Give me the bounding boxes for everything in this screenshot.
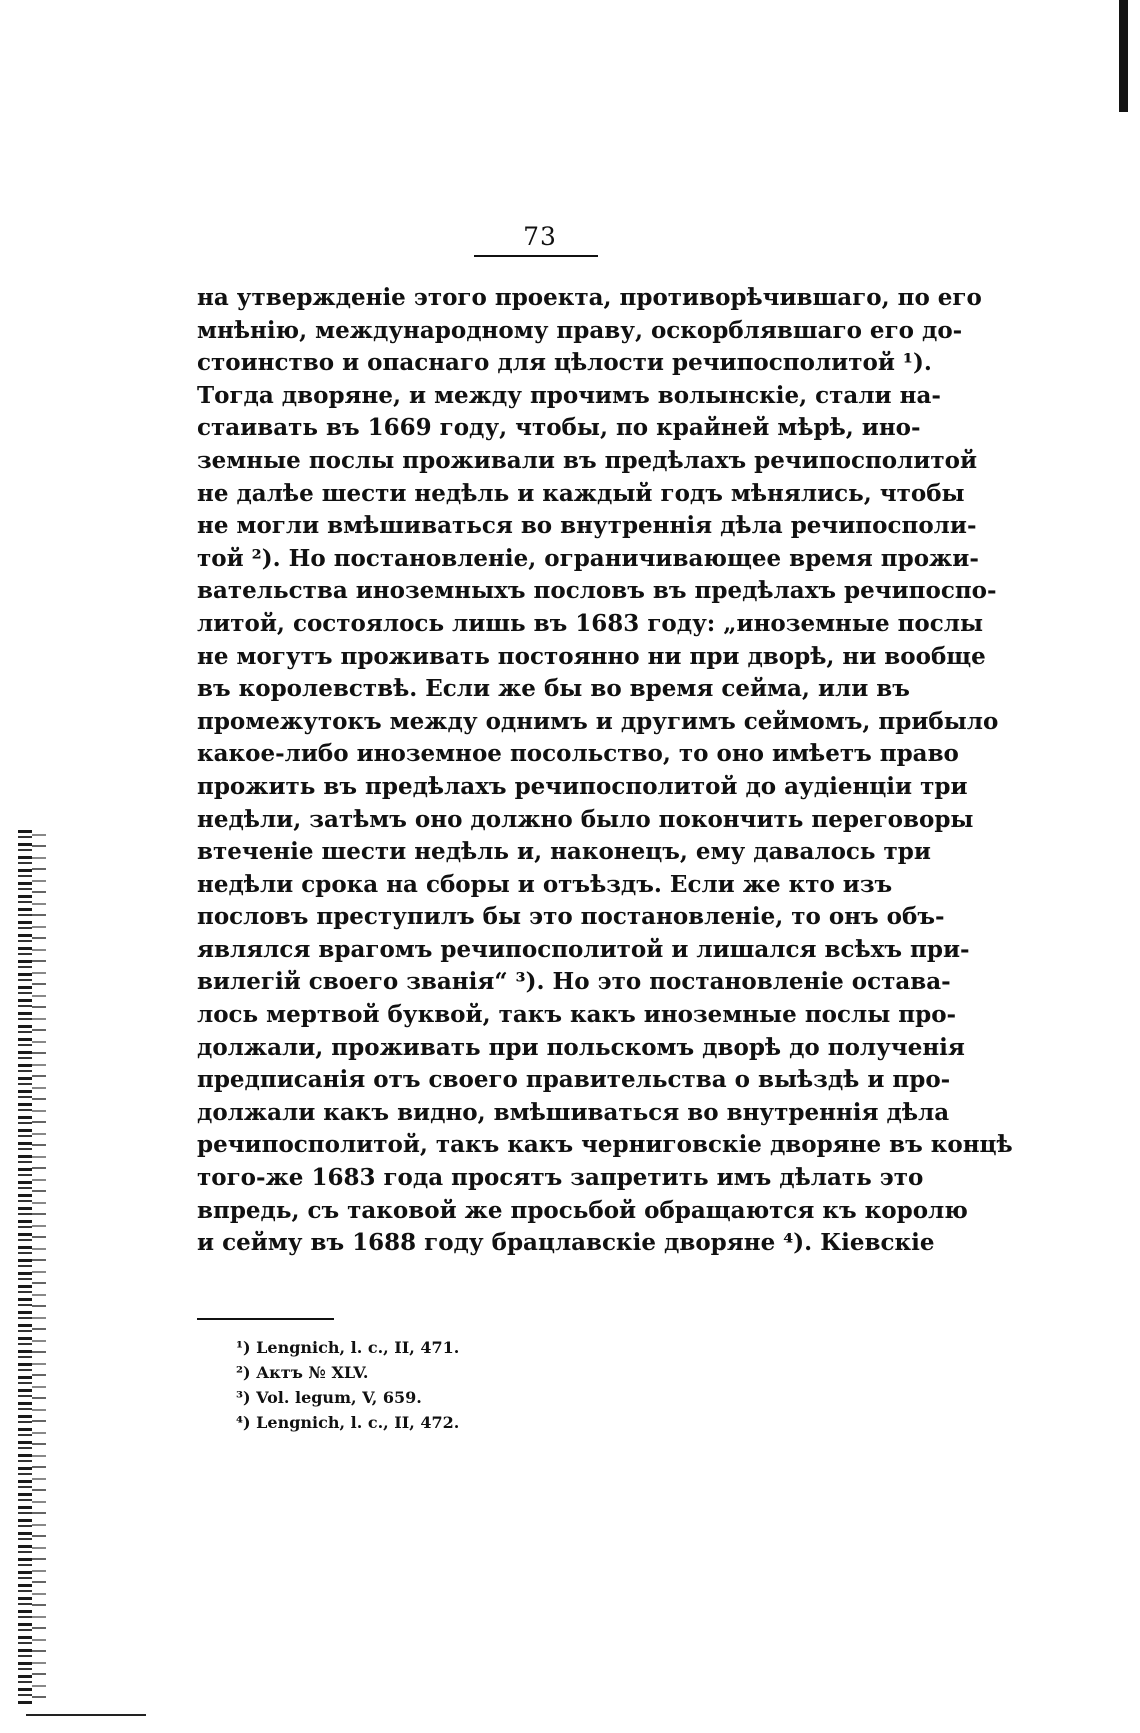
text-line: должали какъ видно, вмѣшиваться во внутреннія дѣла (197, 1098, 950, 1126)
footnotes (236, 1335, 656, 1435)
text-line: не далѣе шести недѣль и каждый годъ мѣнялись, чтобы (197, 479, 965, 507)
footnote: ³) Vol. legum, V, 659. (236, 1388, 422, 1407)
text-line: мнѣнію, международному праву, оскорблявшаго его до- (197, 316, 963, 344)
text-line: стаивать въ 1669 году, чтобы, по крайней мѣрѣ, ино- (197, 414, 921, 442)
text-line: не могли вмѣшиваться во внутреннія дѣла речипосполи- (197, 512, 977, 540)
text-line: должали, проживать при польскомъ дворѣ до полученія (197, 1033, 965, 1061)
scan-edge-artifact (1119, 0, 1128, 112)
text-line: лось мертвой буквой, такъ какъ иноземные послы про- (197, 1001, 957, 1029)
text-line: недѣли, затѣмъ оно должно было покончить переговоры (197, 805, 974, 833)
text-line: земные послы проживали въ предѣлахъ речипосполитой (197, 446, 978, 474)
text-line: пословъ преступилъ бы это постановленіе, то онъ объ- (197, 903, 945, 931)
text-line: того-же 1683 года просятъ запретить имъ дѣлать это (197, 1164, 924, 1192)
text-line: втеченіе шести недѣль и, наконецъ, ему давалось три (197, 838, 931, 866)
text-line: на утвержденіе этого проекта, противорѣчившаго, по его (197, 284, 982, 311)
footnote: ¹) Lengnich, l. c., II, 471. (236, 1338, 460, 1357)
text-line: литой, состоялось лишь въ 1683 году: „иноземные послы (197, 609, 984, 637)
footnote: ⁴) Lengnich, l. c., II, 472. (236, 1413, 460, 1432)
text-line: какое-либо иноземное посольство, то оно имѣетъ право (197, 740, 959, 768)
text-line: предписанія отъ своего правительства о выѣздѣ и про- (197, 1066, 951, 1094)
scan-binding-artifact-secondary (32, 830, 46, 1705)
page-number: 73 (523, 222, 557, 251)
text-line: речипосполитой, такъ какъ черниговскіе дворяне въ концѣ (197, 1131, 1013, 1159)
body-text (197, 282, 1013, 1260)
header-rule (474, 255, 598, 257)
text-line: вательства иноземныхъ пословъ въ предѣлахъ речипоспо- (197, 577, 997, 605)
text-line: промежутокъ между однимъ и другимъ сеймомъ, прибыло (197, 707, 999, 735)
text-line: недѣли срока на сборы и отъѣздъ. Если же кто изъ (197, 870, 893, 898)
text-line: впредь, съ таковой же просьбой обращаются къ королю (197, 1196, 968, 1224)
text-line: не могутъ проживать постоянно ни при дворѣ, ни вообще (197, 642, 986, 670)
text-line: Тогда дворяне, и между прочимъ волынскіе, стали на- (197, 381, 941, 409)
text-line: прожить въ предѣлахъ речипосполитой до аудіенціи три (197, 772, 968, 800)
text-line: являлся врагомъ речипосполитой и лишался всѣхъ при- (197, 935, 970, 963)
text-line: стоинство и опаснаго для цѣлости речипосполитой ¹). (197, 349, 932, 377)
text-line: въ королевствѣ. Если же бы во время сейма, или въ (197, 675, 910, 703)
footnote: ²) Актъ № XLV. (236, 1363, 369, 1382)
text-line: вилегій своего званія“ ³). Но это постановленіе остава- (197, 968, 951, 996)
text-line: и сейму въ 1688 году брацлавскіе дворяне ⁴). Кіевскіе (197, 1229, 935, 1257)
scan-binding-artifact (18, 830, 32, 1705)
scan-bottom-rule (26, 1714, 146, 1716)
text-line: той ²). Но постановленіе, ограничивающее время прожи- (197, 544, 979, 572)
footnote-rule (197, 1318, 334, 1320)
